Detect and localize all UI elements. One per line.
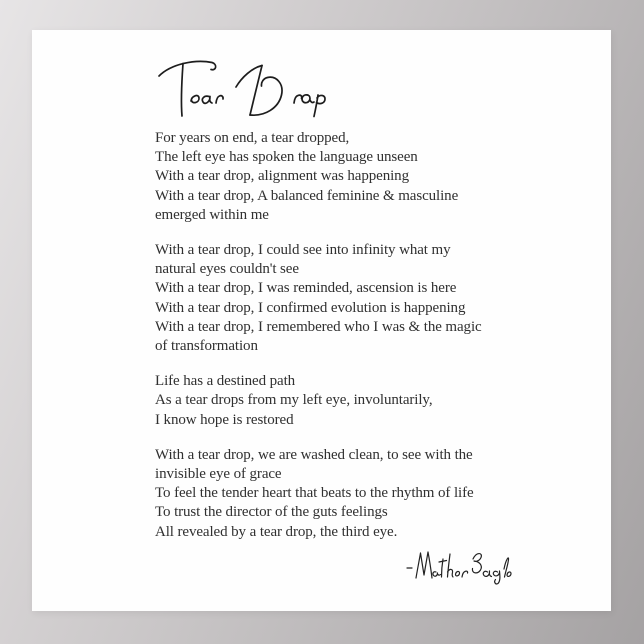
stanza-3 (155, 372, 545, 430)
title-script-svg (152, 58, 332, 118)
poem-line: To trust the director of the guts feelings (155, 504, 388, 521)
signature-script-svg (406, 549, 512, 588)
stanza-1 (155, 129, 545, 225)
poem-body (155, 129, 545, 542)
poem-line: With a tear drop, I remembered who I was & the magic (155, 318, 482, 335)
poem-line: For years on end, a tear dropped, (155, 130, 350, 146)
poem-line: of transformation (155, 338, 258, 355)
poem-line: I know hope is restored (155, 411, 294, 428)
poem-line: The left eye has spoken the language unseen (155, 149, 418, 166)
poem-line: As a tear drops from my left eye, involuntarily, (155, 392, 433, 409)
poem-line: With a tear drop, alignment was happening (155, 168, 409, 185)
poem-line: With a tear drop, I confirmed evolution is happening (155, 299, 466, 316)
stanza-4 (155, 446, 545, 542)
poem-line: To feel the tender heart that beats to the rhythm of life (155, 485, 474, 502)
poem-line: Life has a destined path (155, 373, 296, 390)
poem-title (152, 58, 332, 118)
poem-line: With a tear drop, I was reminded, ascension is here (155, 280, 457, 297)
poem-line: With a tear drop, we are washed clean, to see with the (155, 446, 473, 463)
poem-signature (406, 549, 512, 588)
poem-line: With a tear drop, A balanced feminine & masculine (155, 187, 459, 204)
poster (32, 30, 611, 611)
poem-line: natural eyes couldn't see (155, 261, 299, 278)
poem-line: All revealed by a tear drop, the third eye. (155, 523, 398, 540)
poem-line: With a tear drop, I could see into infinity what my (155, 242, 451, 259)
poem-line: emerged within me (155, 206, 269, 223)
stanza-2 (155, 241, 545, 356)
poem-line: invisible eye of grace (155, 466, 282, 483)
